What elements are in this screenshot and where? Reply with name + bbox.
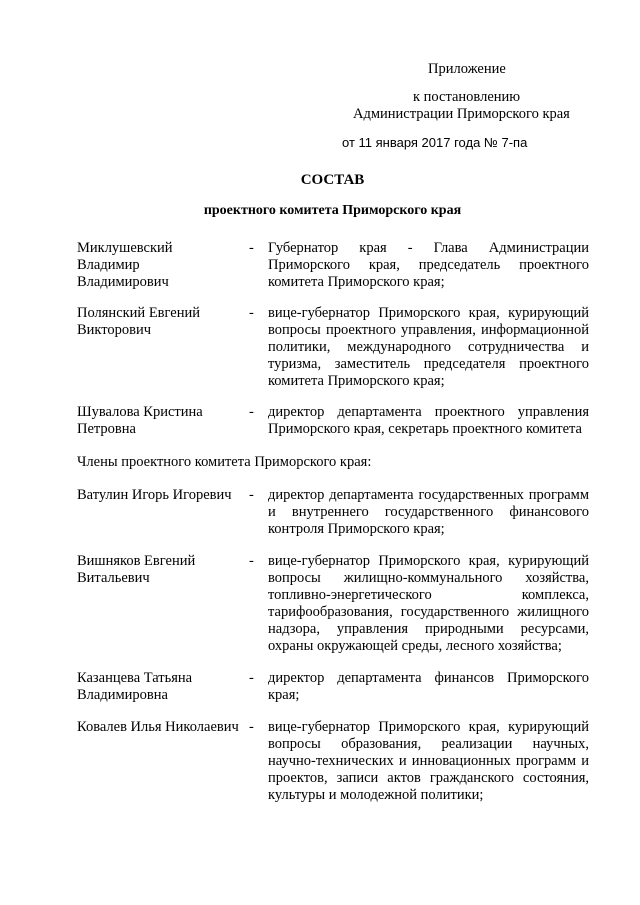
- committee-row: [77, 487, 589, 538]
- document-subtitle: проектного комитета Приморского края: [203, 203, 462, 218]
- member-role: директор департамента проектного управления Приморского края, секретарь проектного комитета: [268, 404, 589, 437]
- committee-row: [77, 719, 589, 804]
- appendix-block: [342, 61, 588, 151]
- committee-row: [77, 305, 589, 390]
- dash-separator: -: [249, 553, 254, 569]
- document-title: СОСТАВ: [300, 172, 365, 188]
- member-role: директор департамента государственных программ и внутреннего государственного финансового контроля Приморского края;: [268, 487, 589, 537]
- member-name: Ватулин Игорь Игоревич: [77, 487, 232, 503]
- dash-separator: -: [249, 305, 254, 321]
- appendix-date-number: от 11 января 2017 года № 7-па: [342, 135, 528, 150]
- committee-row: [77, 404, 589, 438]
- member-role: директор департамента финансов Приморского края;: [268, 670, 589, 703]
- appendix-resolution: к постановлению: [413, 89, 521, 105]
- dash-separator: -: [249, 719, 254, 735]
- dash-separator: -: [249, 487, 254, 503]
- member-name: Казанцева Татьяна Владимировна: [77, 670, 193, 703]
- member-role: вице-губернатор Приморского края, курирующий вопросы жилищно-коммунального хозяйства, топливно-энергетического комплекса, тарифообразования, государственного жилищного надзора, управления природными ресурсами, охраны окружающей среды, лесного хозяйства;: [268, 553, 589, 654]
- member-name: Полянский Евгений Викторович: [77, 305, 200, 338]
- member-name: Вишняков Евгений Витальевич: [77, 553, 196, 586]
- committee-row: [77, 670, 589, 704]
- dash-separator: -: [249, 670, 254, 686]
- member-name: Ковалев Илья Николаевич: [77, 719, 239, 735]
- committee-row: [77, 553, 589, 655]
- appendix-label: Приложение: [428, 61, 506, 77]
- dash-separator: -: [249, 240, 254, 256]
- member-role: Губернатор края - Глава Администрации Приморского края, председатель проектного комитета Приморского края;: [268, 240, 589, 290]
- member-name: Миклушевский Владимир Владимирович: [77, 240, 173, 290]
- member-role: вице-губернатор Приморского края, курирующий вопросы образования, реализации научных, научно-технических и инновационных программ и проектов, записи актов гражданского состояния, культуры и молодежной политики;: [268, 719, 589, 803]
- dash-separator: -: [249, 404, 254, 420]
- committee-list: [77, 240, 589, 804]
- member-role: вице-губернатор Приморского края, курирующий вопросы проектного управления, информационной политики, международного сотрудничества и туризма, заместитель председателя проектного комитета Приморского края;: [268, 305, 589, 389]
- members-heading: Члены проектного комитета Приморского края:: [77, 454, 372, 470]
- member-name: Шувалова Кристина Петровна: [77, 404, 203, 437]
- committee-row: [77, 240, 589, 291]
- appendix-authority: Администрации Приморского края: [353, 106, 570, 122]
